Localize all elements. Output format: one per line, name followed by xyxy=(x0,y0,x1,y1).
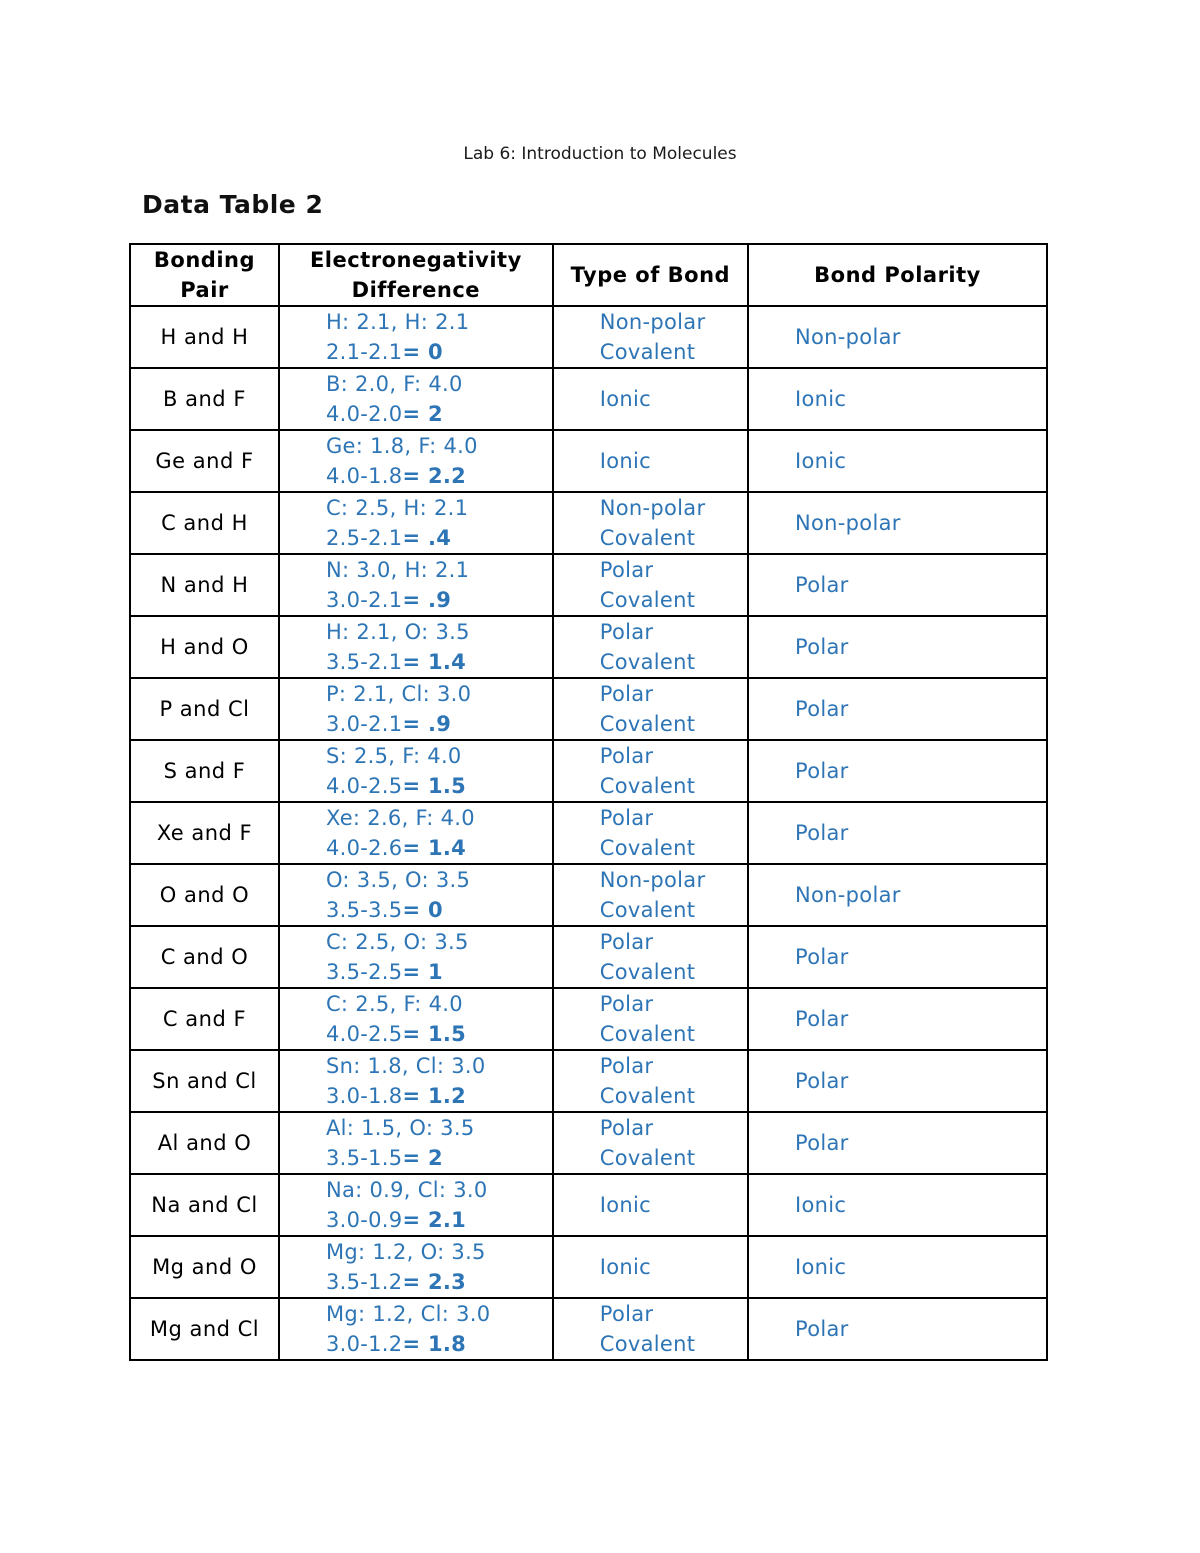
calculation-equals: = xyxy=(402,1084,428,1108)
electronegativity-calculation xyxy=(326,1205,552,1235)
cell-electronegativity-difference xyxy=(279,1236,553,1298)
calculation-equals: = xyxy=(402,464,428,488)
table-title: Data Table 2 xyxy=(142,190,324,219)
data-table xyxy=(129,243,1048,1361)
calculation-result: 1.8 xyxy=(427,1332,467,1356)
electronegativity-values: Ge: 1.8, F: 4.0 xyxy=(325,434,478,458)
calculation-expression: 4.0-2.0 xyxy=(325,402,403,426)
table-row xyxy=(130,616,1047,678)
calculation-expression: 4.0-1.8 xyxy=(325,464,403,488)
cell-bonding-pair: P and Cl xyxy=(130,678,279,740)
cell-electronegativity-difference xyxy=(279,740,553,802)
cell-electronegativity-difference xyxy=(279,554,553,616)
cell-bonding-pair: Mg and O xyxy=(130,1236,279,1298)
cell-electronegativity-difference xyxy=(279,1174,553,1236)
calculation-equals: = xyxy=(402,1022,428,1046)
header-type-of-bond: Type of Bond xyxy=(553,244,748,306)
table-row xyxy=(130,492,1047,554)
cell-bond-polarity: Ionic xyxy=(748,1236,1047,1298)
cell-bond-polarity: Polar xyxy=(748,616,1047,678)
cell-bonding-pair: Na and Cl xyxy=(130,1174,279,1236)
table-row xyxy=(130,678,1047,740)
calculation-result: 1.2 xyxy=(427,1084,467,1108)
cell-bond-polarity: Ionic xyxy=(748,368,1047,430)
table-row xyxy=(130,554,1047,616)
calculation-expression: 3.0-2.1 xyxy=(325,588,403,612)
calculation-expression: 3.5-3.5 xyxy=(325,898,403,922)
electronegativity-values: C: 2.5, H: 2.1 xyxy=(325,496,469,520)
calculation-result: 2 xyxy=(427,1146,443,1170)
calculation-expression: 3.0-2.1 xyxy=(325,712,403,736)
cell-bonding-pair: B and F xyxy=(130,368,279,430)
calculation-expression: 4.0-2.5 xyxy=(325,774,403,798)
calculation-result: 0 xyxy=(427,340,443,364)
cell-electronegativity-difference xyxy=(279,1112,553,1174)
electronegativity-values: C: 2.5, O: 3.5 xyxy=(325,930,469,954)
header-bonding-pair: Bonding Pair xyxy=(130,244,279,306)
cell-bond-polarity: Polar xyxy=(748,740,1047,802)
calculation-equals: = xyxy=(402,1146,428,1170)
table-row xyxy=(130,926,1047,988)
cell-bond-polarity: Polar xyxy=(748,1050,1047,1112)
electronegativity-calculation xyxy=(326,523,552,553)
cell-electronegativity-difference xyxy=(279,988,553,1050)
calculation-result: .4 xyxy=(427,526,452,550)
electronegativity-calculation xyxy=(326,771,552,801)
cell-bonding-pair: Al and O xyxy=(130,1112,279,1174)
cell-bonding-pair: C and O xyxy=(130,926,279,988)
electronegativity-values: H: 2.1, O: 3.5 xyxy=(325,620,470,644)
calculation-expression: 3.0-0.9 xyxy=(325,1208,403,1232)
electronegativity-calculation xyxy=(326,461,552,491)
electronegativity-calculation xyxy=(326,1329,552,1359)
header-bond-polarity: Bond Polarity xyxy=(748,244,1047,306)
calculation-equals: = xyxy=(402,526,428,550)
cell-bonding-pair: S and F xyxy=(130,740,279,802)
calculation-result: 2.1 xyxy=(427,1208,467,1232)
table-row xyxy=(130,802,1047,864)
cell-type-of-bond: Polar Covalent xyxy=(553,802,748,864)
calculation-equals: = xyxy=(402,1208,428,1232)
table-body xyxy=(130,306,1047,1360)
cell-electronegativity-difference xyxy=(279,492,553,554)
calculation-equals: = xyxy=(402,1270,428,1294)
electronegativity-values: Al: 1.5, O: 3.5 xyxy=(325,1116,475,1140)
calculation-result: 2.3 xyxy=(427,1270,467,1294)
cell-type-of-bond: Polar Covalent xyxy=(553,740,748,802)
electronegativity-calculation xyxy=(326,399,552,429)
electronegativity-values: S: 2.5, F: 4.0 xyxy=(325,744,462,768)
cell-electronegativity-difference xyxy=(279,926,553,988)
calculation-expression: 3.5-1.5 xyxy=(325,1146,403,1170)
cell-bond-polarity: Polar xyxy=(748,1298,1047,1360)
cell-bond-polarity: Polar xyxy=(748,1112,1047,1174)
cell-type-of-bond: Polar Covalent xyxy=(553,678,748,740)
cell-bond-polarity: Polar xyxy=(748,988,1047,1050)
electronegativity-values: P: 2.1, Cl: 3.0 xyxy=(325,682,472,706)
calculation-equals: = xyxy=(402,402,428,426)
calculation-equals: = xyxy=(402,588,428,612)
calculation-equals: = xyxy=(402,836,428,860)
calculation-equals: = xyxy=(402,960,428,984)
calculation-expression: 3.0-1.2 xyxy=(325,1332,403,1356)
cell-bonding-pair: N and H xyxy=(130,554,279,616)
electronegativity-calculation xyxy=(326,585,552,615)
calculation-expression: 3.5-1.2 xyxy=(325,1270,403,1294)
cell-type-of-bond: Polar Covalent xyxy=(553,616,748,678)
cell-type-of-bond: Ionic xyxy=(553,1236,748,1298)
calculation-result: 1.5 xyxy=(427,1022,467,1046)
cell-type-of-bond: Non-polar Covalent xyxy=(553,864,748,926)
table-row xyxy=(130,988,1047,1050)
cell-type-of-bond: Non-polar Covalent xyxy=(553,492,748,554)
electronegativity-calculation xyxy=(326,337,552,367)
electronegativity-values: C: 2.5, F: 4.0 xyxy=(325,992,463,1016)
cell-bond-polarity: Non-polar xyxy=(748,492,1047,554)
cell-bonding-pair: H and H xyxy=(130,306,279,368)
table-row xyxy=(130,430,1047,492)
cell-electronegativity-difference xyxy=(279,306,553,368)
cell-bond-polarity: Non-polar xyxy=(748,306,1047,368)
table-row xyxy=(130,1112,1047,1174)
cell-type-of-bond: Polar Covalent xyxy=(553,1050,748,1112)
cell-bonding-pair: Sn and Cl xyxy=(130,1050,279,1112)
cell-electronegativity-difference xyxy=(279,1050,553,1112)
table-row xyxy=(130,306,1047,368)
table-row xyxy=(130,1050,1047,1112)
calculation-equals: = xyxy=(402,774,428,798)
table-header xyxy=(130,244,1047,306)
calculation-expression: 3.5-2.5 xyxy=(325,960,403,984)
calculation-expression: 3.0-1.8 xyxy=(325,1084,403,1108)
electronegativity-values: Mg: 1.2, Cl: 3.0 xyxy=(325,1302,491,1326)
electronegativity-calculation xyxy=(326,957,552,987)
table-row xyxy=(130,864,1047,926)
calculation-equals: = xyxy=(402,712,428,736)
cell-type-of-bond: Polar Covalent xyxy=(553,1298,748,1360)
cell-bonding-pair: O and O xyxy=(130,864,279,926)
calculation-result: 1 xyxy=(427,960,443,984)
cell-bond-polarity: Non-polar xyxy=(748,864,1047,926)
calculation-expression: 2.1-2.1 xyxy=(325,340,403,364)
calculation-expression: 2.5-2.1 xyxy=(325,526,403,550)
table-row xyxy=(130,1298,1047,1360)
table-row xyxy=(130,368,1047,430)
cell-type-of-bond: Polar Covalent xyxy=(553,988,748,1050)
table-row xyxy=(130,1174,1047,1236)
calculation-expression: 4.0-2.6 xyxy=(325,836,403,860)
calculation-equals: = xyxy=(402,898,428,922)
electronegativity-values: H: 2.1, H: 2.1 xyxy=(325,310,470,334)
cell-electronegativity-difference xyxy=(279,864,553,926)
electronegativity-calculation xyxy=(326,1143,552,1173)
cell-bonding-pair: Xe and F xyxy=(130,802,279,864)
cell-bonding-pair: C and H xyxy=(130,492,279,554)
calculation-result: .9 xyxy=(427,588,452,612)
calculation-result: 0 xyxy=(427,898,443,922)
cell-type-of-bond: Polar Covalent xyxy=(553,926,748,988)
cell-type-of-bond: Ionic xyxy=(553,368,748,430)
calculation-result: 2 xyxy=(427,402,443,426)
header-row xyxy=(130,244,1047,306)
cell-type-of-bond: Polar Covalent xyxy=(553,554,748,616)
cell-electronegativity-difference xyxy=(279,678,553,740)
cell-electronegativity-difference xyxy=(279,1298,553,1360)
cell-bonding-pair: Ge and F xyxy=(130,430,279,492)
calculation-result: 1.5 xyxy=(427,774,467,798)
cell-bonding-pair: H and O xyxy=(130,616,279,678)
table-row xyxy=(130,740,1047,802)
cell-type-of-bond: Ionic xyxy=(553,1174,748,1236)
cell-type-of-bond: Polar Covalent xyxy=(553,1112,748,1174)
cell-bond-polarity: Polar xyxy=(748,926,1047,988)
cell-bond-polarity: Polar xyxy=(748,554,1047,616)
header-electronegativity-difference: Electronegativity Difference xyxy=(279,244,553,306)
calculation-equals: = xyxy=(402,1332,428,1356)
calculation-expression: 3.5-2.1 xyxy=(325,650,403,674)
calculation-equals: = xyxy=(402,650,428,674)
electronegativity-calculation xyxy=(326,647,552,677)
electronegativity-calculation xyxy=(326,709,552,739)
electronegativity-calculation xyxy=(326,895,552,925)
cell-electronegativity-difference xyxy=(279,368,553,430)
calculation-equals: = xyxy=(402,340,428,364)
electronegativity-calculation xyxy=(326,833,552,863)
cell-electronegativity-difference xyxy=(279,430,553,492)
calculation-result: 1.4 xyxy=(427,650,467,674)
electronegativity-values: Xe: 2.6, F: 4.0 xyxy=(325,806,475,830)
calculation-result: 2.2 xyxy=(427,464,467,488)
electronegativity-values: N: 3.0, H: 2.1 xyxy=(325,558,470,582)
cell-electronegativity-difference xyxy=(279,616,553,678)
cell-bond-polarity: Ionic xyxy=(748,430,1047,492)
cell-bond-polarity: Polar xyxy=(748,678,1047,740)
table-row xyxy=(130,1236,1047,1298)
electronegativity-values: B: 2.0, F: 4.0 xyxy=(325,372,463,396)
electronegativity-values: Na: 0.9, Cl: 3.0 xyxy=(325,1178,488,1202)
cell-bond-polarity: Polar xyxy=(748,802,1047,864)
electronegativity-values: Mg: 1.2, O: 3.5 xyxy=(325,1240,486,1264)
cell-type-of-bond: Non-polar Covalent xyxy=(553,306,748,368)
calculation-result: 1.4 xyxy=(427,836,467,860)
calculation-result: .9 xyxy=(427,712,452,736)
cell-bonding-pair: Mg and Cl xyxy=(130,1298,279,1360)
cell-bonding-pair: C and F xyxy=(130,988,279,1050)
cell-electronegativity-difference xyxy=(279,802,553,864)
electronegativity-values: Sn: 1.8, Cl: 3.0 xyxy=(325,1054,486,1078)
cell-bond-polarity: Ionic xyxy=(748,1174,1047,1236)
calculation-expression: 4.0-2.5 xyxy=(325,1022,403,1046)
electronegativity-calculation xyxy=(326,1267,552,1297)
cell-type-of-bond: Ionic xyxy=(553,430,748,492)
electronegativity-calculation xyxy=(326,1019,552,1049)
page-header: Lab 6: Introduction to Molecules xyxy=(463,144,737,164)
electronegativity-values: O: 3.5, O: 3.5 xyxy=(325,868,471,892)
electronegativity-calculation xyxy=(326,1081,552,1111)
